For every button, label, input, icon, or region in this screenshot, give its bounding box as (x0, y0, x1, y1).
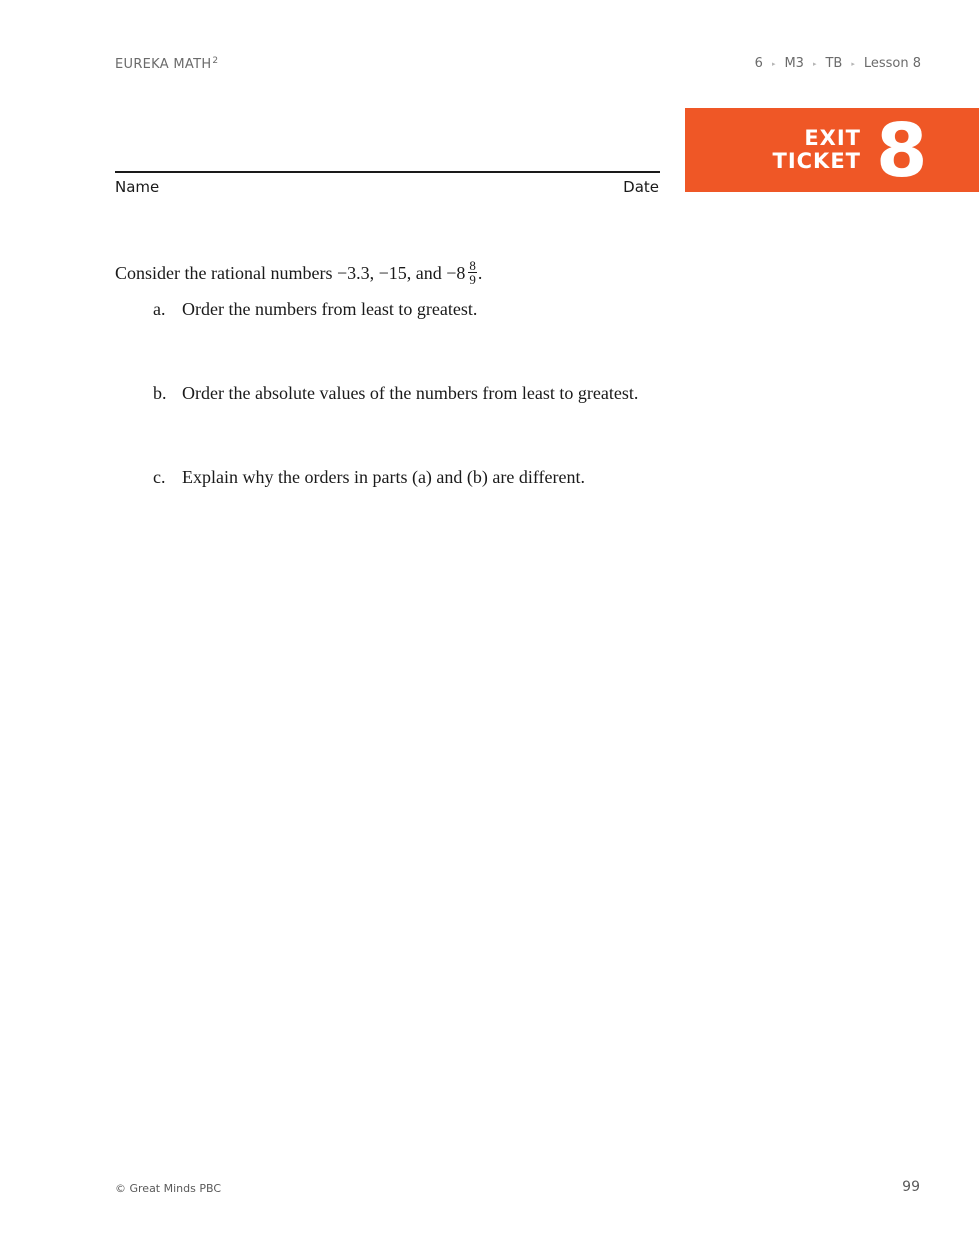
problem-part-c (153, 467, 585, 488)
copyright-notice: © Great Minds PBC (115, 1182, 222, 1195)
breadcrumb-grade: 6 (754, 56, 763, 71)
brand-name: EUREKA MATH (115, 57, 212, 72)
exit-ticket-line1: EXIT (804, 126, 861, 150)
name-label: Name (115, 178, 160, 196)
problem-part-a (153, 299, 477, 320)
problem-part-b (153, 383, 638, 404)
prompt-text: Consider the rational numbers −3.3, −15, and −8 (115, 263, 466, 283)
brand-logo-text (115, 56, 218, 72)
breadcrumb-section: TB (825, 56, 843, 71)
part-letter: b. (153, 383, 167, 403)
part-letter: c. (153, 467, 166, 487)
breadcrumb (755, 56, 921, 71)
exit-ticket-line2: TICKET (772, 149, 861, 173)
part-text: Order the absolute values of the numbers from least to greatest. (182, 383, 639, 403)
breadcrumb-module: M3 (784, 56, 804, 71)
page-number: 99 (902, 1179, 920, 1195)
breadcrumb-separator-icon: ▸ (771, 59, 776, 68)
part-text: Explain why the orders in parts (a) and (b) are different. (182, 467, 586, 487)
breadcrumb-separator-icon: ▸ (851, 59, 855, 68)
brand-superscript: 2 (212, 56, 219, 66)
part-letter: a. (153, 299, 166, 319)
mixed-number-fraction (468, 259, 477, 286)
name-date-line (115, 171, 660, 173)
fraction-denominator: 9 (469, 272, 476, 287)
exit-ticket-label (773, 127, 862, 173)
breadcrumb-separator-icon: ▸ (812, 59, 817, 68)
exit-ticket-number: 8 (876, 108, 928, 194)
fraction-numerator: 8 (469, 258, 476, 273)
part-text: Order the numbers from least to greatest. (182, 299, 478, 319)
prompt-end: . (477, 263, 483, 283)
breadcrumb-lesson: Lesson 8 (863, 56, 921, 71)
exit-ticket-banner (685, 108, 979, 192)
date-label: Date (623, 178, 659, 196)
problem-prompt (115, 260, 482, 287)
